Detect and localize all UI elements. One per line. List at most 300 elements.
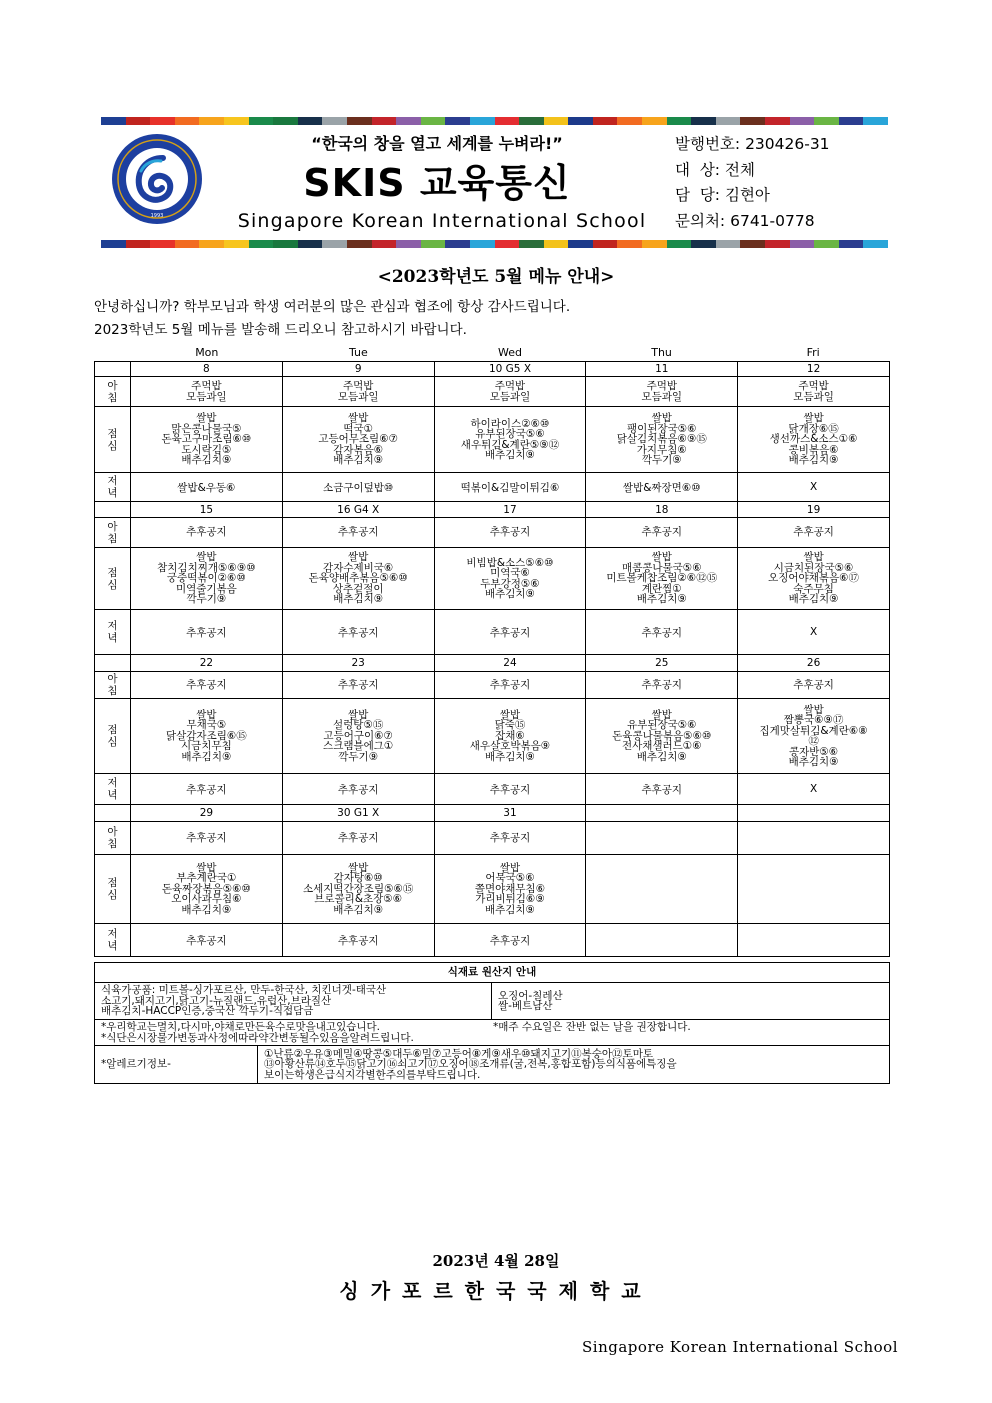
breakfast-cell bbox=[434, 377, 586, 407]
breakfast-cell bbox=[738, 822, 890, 855]
bar-segment bbox=[642, 117, 667, 125]
bar-segment bbox=[249, 117, 274, 125]
breakfast-label bbox=[95, 518, 131, 548]
issue-date: 2023년 4월 28일 bbox=[432, 1252, 560, 1270]
menu-item: 배추김치⑨ bbox=[181, 903, 232, 916]
note-change: *식단은시장물가변동과사정에따라약간변동될수있음을알려드립니다. bbox=[101, 1031, 414, 1044]
menu-item: 쌀밥 bbox=[651, 551, 672, 564]
issue-label: 발행번호: bbox=[675, 135, 741, 153]
menu-item: 모듬과일 bbox=[793, 390, 834, 403]
menu-item: 부추계란국① bbox=[176, 872, 237, 885]
bar-segment bbox=[544, 240, 569, 248]
issue-number: 230426-31 bbox=[745, 135, 830, 153]
menu-item: 쫄면야채무침⑥ bbox=[474, 882, 546, 895]
bar-segment bbox=[224, 117, 249, 125]
menu-item: 전사채샐러드①⑥ bbox=[621, 740, 702, 753]
dinner-cell: 떡볶이&김말이튀김⑥ bbox=[434, 473, 586, 502]
menu-item: 도시락김⑤ bbox=[181, 443, 232, 456]
menu-item: 계란찜① bbox=[641, 582, 682, 595]
menu-item: 미역국⑥ bbox=[490, 567, 530, 579]
meal-label-char: 저 bbox=[107, 475, 118, 487]
menu-item: 닭살김치볶음⑥⑨⑮ bbox=[616, 433, 707, 446]
bar-segment bbox=[470, 117, 495, 125]
date-cell: 11 bbox=[586, 362, 738, 377]
bar-segment bbox=[519, 240, 544, 248]
lunch-cell bbox=[586, 699, 738, 774]
menu-item: 모듬과일 bbox=[489, 390, 531, 403]
origin-line: 오징어-칠레산 bbox=[498, 989, 563, 1002]
date-cell: 19 bbox=[738, 502, 890, 518]
dinner-cell: 쌀밥&짜장면⑥⑩ bbox=[586, 473, 738, 502]
menu-item: 추후공지 bbox=[793, 526, 834, 539]
menu-item: 깍두기⑨ bbox=[641, 454, 682, 467]
bar-segment bbox=[126, 117, 151, 125]
date-cell: 30 G1 X bbox=[282, 805, 434, 822]
menu-item: 쌀밥 bbox=[651, 412, 672, 425]
menu-item: 시금치무침 bbox=[181, 740, 232, 753]
breakfast-label bbox=[95, 377, 131, 407]
lunch-cell bbox=[131, 855, 283, 924]
menu-item: 쌀밥 bbox=[499, 708, 521, 721]
bar-segment bbox=[249, 240, 274, 248]
bar-segment bbox=[421, 240, 446, 248]
menu-item: 쌀밥 bbox=[651, 708, 672, 721]
menu-item: 감자수제비국⑥ bbox=[323, 561, 394, 574]
menu-item: 비빔밥&소스⑤⑥⑩ bbox=[466, 556, 554, 569]
dinner-label bbox=[95, 774, 131, 805]
bar-segment bbox=[175, 117, 200, 125]
breakfast-cell bbox=[738, 672, 890, 699]
corner-cell bbox=[95, 502, 131, 518]
breakfast-label bbox=[95, 672, 131, 699]
lunch-cell bbox=[434, 548, 586, 610]
menu-item: 콩비볶음⑥ bbox=[788, 443, 839, 456]
lunch-cell bbox=[131, 407, 283, 473]
newsletter-title: SKIS 교육통신 bbox=[303, 161, 571, 205]
menu-item: 배추김치⑨ bbox=[484, 750, 535, 763]
menu-item: 추후공지 bbox=[489, 678, 531, 691]
breakfast-cell bbox=[738, 518, 890, 548]
bar-segment bbox=[273, 117, 298, 125]
menu-item: 매콤콩나물국⑤⑥ bbox=[621, 561, 702, 574]
lunch-label bbox=[95, 548, 131, 610]
menu-item: 가리비튀김⑥⑨ bbox=[475, 893, 545, 906]
menu-item: 숙주무침 bbox=[793, 582, 834, 595]
lunch-cell bbox=[738, 548, 890, 610]
bar-segment bbox=[691, 117, 716, 125]
menu-item: 브로콜리&초장⑤⑥ bbox=[314, 893, 403, 906]
dinner-cell: 추후공지 bbox=[131, 924, 283, 957]
note-wednesday: *매주 수요일은 잔반 없는 날을 권장합니다. bbox=[493, 1021, 691, 1033]
footer-school-english: Singapore Korean International School bbox=[582, 1338, 898, 1356]
breakfast-cell bbox=[586, 518, 738, 548]
date-cell: 17 bbox=[434, 502, 586, 518]
breakfast-cell bbox=[434, 518, 586, 548]
breakfast-cell bbox=[738, 377, 890, 407]
dinner-cell: 추후공지 bbox=[282, 774, 434, 805]
breakfast-cell bbox=[131, 672, 283, 699]
bar-segment bbox=[790, 240, 815, 248]
meal-label-char: 침 bbox=[107, 838, 118, 850]
menu-item: 유부된장국⑤⑥ bbox=[475, 428, 545, 440]
menu-item: 콩자반⑤⑥ bbox=[788, 745, 839, 758]
origin-table bbox=[94, 962, 890, 1084]
allergy-label: *알레르기정보- bbox=[95, 1046, 258, 1084]
menu-item: 쌀밥 bbox=[803, 412, 824, 425]
bar-segment bbox=[150, 117, 175, 125]
lunch-cell bbox=[586, 548, 738, 610]
menu-item: 배추김치⑨ bbox=[333, 593, 384, 606]
lunch-cell bbox=[282, 699, 434, 774]
bar-segment bbox=[396, 240, 421, 248]
menu-item: 배추김치⑨ bbox=[484, 449, 535, 461]
notice-title: <2023학년도 5월 메뉴 안내> bbox=[377, 267, 615, 287]
menu-item: 쌀밥 bbox=[348, 551, 369, 564]
dinner-label bbox=[95, 610, 131, 655]
breakfast-label bbox=[95, 822, 131, 855]
menu-item: 감자탕⑥⑩ bbox=[333, 872, 383, 885]
origin-title: 식재료 원산지 안내 bbox=[95, 963, 890, 983]
meal-label-char: 심 bbox=[107, 736, 118, 748]
bar-segment bbox=[814, 240, 839, 248]
weekday-label: Fri bbox=[806, 346, 820, 359]
date-cell: 29 bbox=[131, 805, 283, 822]
bar-segment bbox=[445, 240, 470, 248]
menu-item: 추후공지 bbox=[186, 678, 227, 691]
bar-segment bbox=[716, 117, 741, 125]
menu-item: 돈육고구마조림⑥⑩ bbox=[161, 433, 252, 446]
menu-item: 감자볶음⑥ bbox=[333, 443, 384, 456]
breakfast-cell bbox=[282, 518, 434, 548]
dinner-cell: 추후공지 bbox=[131, 774, 283, 805]
menu-item: 참치김치찌개⑤⑥⑨⑩ bbox=[157, 561, 256, 574]
menu-item: 배추김치⑨ bbox=[484, 903, 535, 916]
menu-item: 배추김치⑨ bbox=[333, 454, 384, 467]
menu-item: 배추김치⑨ bbox=[788, 756, 839, 768]
bar-segment bbox=[421, 117, 446, 125]
menu-item: 시금치된장국⑤⑥ bbox=[773, 561, 854, 574]
bar-segment bbox=[765, 240, 790, 248]
bar-segment bbox=[617, 117, 642, 125]
menu-item: 무채국⑤ bbox=[186, 719, 227, 732]
meal-label-char: 점 bbox=[107, 724, 118, 736]
meal-label-char: 아 bbox=[107, 673, 118, 685]
corner-cell bbox=[95, 805, 131, 822]
dinner-cell bbox=[738, 924, 890, 957]
lunch-cell bbox=[282, 855, 434, 924]
weekday-label: Tue bbox=[348, 346, 368, 359]
meal-label-char: 점 bbox=[107, 427, 118, 440]
bar-segment bbox=[322, 117, 347, 125]
bar-segment bbox=[814, 117, 839, 125]
dinner-cell: 추후공지 bbox=[434, 774, 586, 805]
menu-item: 배추김치⑨ bbox=[181, 750, 232, 763]
corner-cell bbox=[95, 655, 131, 672]
menu-item: 설렁탕⑤⑮ bbox=[333, 719, 384, 732]
menu-item: 배추김치⑨ bbox=[636, 593, 687, 606]
menu-item: 닭살감자조림⑥⑮ bbox=[166, 729, 247, 742]
meal-label-char: 아 bbox=[107, 520, 118, 533]
bar-segment bbox=[691, 240, 716, 248]
issue-info bbox=[675, 132, 830, 234]
bar-segment bbox=[716, 240, 741, 248]
menu-item: ⑫ bbox=[808, 735, 819, 747]
date-cell: 25 bbox=[586, 655, 738, 672]
lunch-cell bbox=[434, 407, 586, 473]
date-cell: 15 bbox=[131, 502, 283, 518]
bar-segment bbox=[347, 240, 372, 248]
dinner-cell: X bbox=[738, 610, 890, 655]
meal-label-char: 녁 bbox=[107, 487, 118, 499]
lunch-cell bbox=[282, 548, 434, 610]
meal-label-char: 침 bbox=[107, 532, 118, 545]
menu-item: 집게맛살튀김&계란⑥⑧ bbox=[759, 724, 868, 737]
target-value: 전체 bbox=[724, 160, 755, 179]
school-name-english: Singapore Korean International School bbox=[237, 210, 647, 232]
bar-segment bbox=[298, 117, 323, 125]
date-cell: 26 bbox=[738, 655, 890, 672]
note-broth: *우리학교는멸치,다시마,야채로만든육수로맛을내고있습니다. bbox=[101, 1021, 380, 1033]
menu-item: 떡국① bbox=[343, 422, 374, 435]
menu-item: 깍두기⑨ bbox=[186, 593, 227, 606]
bar-segment bbox=[863, 117, 888, 125]
lunch-label bbox=[95, 407, 131, 473]
menu-item: 배추김치⑨ bbox=[788, 593, 839, 606]
bar-segment bbox=[667, 240, 692, 248]
lunch-cell bbox=[738, 855, 890, 924]
lunch-cell bbox=[738, 407, 890, 473]
date-cell bbox=[586, 805, 738, 822]
svg-text:1993: 1993 bbox=[150, 213, 164, 219]
dinner-cell: 추후공지 bbox=[434, 924, 586, 957]
menu-item: 미트볼케찹조림②⑥⑫⑮ bbox=[606, 572, 718, 585]
menu-item: 배추김치⑨ bbox=[484, 588, 535, 600]
origin-left bbox=[95, 983, 492, 1020]
breakfast-cell bbox=[282, 822, 434, 855]
lunch-label bbox=[95, 699, 131, 774]
bar-segment bbox=[347, 117, 372, 125]
date-cell: 18 bbox=[586, 502, 738, 518]
bottom-color-bar bbox=[101, 240, 888, 248]
menu-item: 돈육짜장볶음⑤⑥⑩ bbox=[161, 882, 251, 895]
lunch-cell bbox=[434, 699, 586, 774]
menu-item: 추후공지 bbox=[337, 678, 379, 691]
school-logo bbox=[111, 133, 203, 225]
contact-value: 6741-0778 bbox=[730, 211, 815, 230]
menu-item: 미역줄기볶음 bbox=[175, 582, 237, 595]
meal-label-char: 심 bbox=[107, 889, 118, 901]
bar-segment bbox=[568, 117, 593, 125]
greeting-line: 2023학년도 5월 메뉴를 발송해 드리오니 참고하시기 바랍니다. bbox=[94, 322, 467, 338]
breakfast-cell bbox=[131, 822, 283, 855]
menu-item: 쌀밥 bbox=[196, 708, 217, 721]
meal-label-char: 저 bbox=[107, 777, 118, 789]
menu-item: 생선까스&소스①⑥ bbox=[769, 433, 858, 446]
school-name-korean: 싱가포르한국국제학교 bbox=[339, 1279, 653, 1303]
dinner-cell: X bbox=[738, 774, 890, 805]
dinner-cell: 추후공지 bbox=[434, 610, 586, 655]
weekday-label: Mon bbox=[195, 346, 219, 359]
origin-right bbox=[492, 983, 890, 1020]
origin-line: 식육가공품: 미트볼-싱가포르산, 만두-한국산, 치킨너겟-태국산 bbox=[101, 984, 387, 997]
bar-segment bbox=[150, 240, 175, 248]
meal-label-char: 녁 bbox=[107, 789, 118, 801]
menu-item: 소세지떡간장조림⑤⑥⑮ bbox=[302, 882, 414, 895]
date-cell: 12 bbox=[738, 362, 890, 377]
bar-segment bbox=[593, 240, 618, 248]
origin-line: 소고기,돼지고기,닭고기-뉴질랜드,유럽산,브라질산 bbox=[101, 994, 332, 1007]
menu-item: 쌀밥 bbox=[196, 551, 217, 564]
lunch-cell bbox=[434, 855, 586, 924]
bar-segment bbox=[175, 240, 200, 248]
bar-segment bbox=[101, 117, 126, 125]
menu-item: 오이사과무침⑥ bbox=[171, 893, 242, 906]
date-cell: 8 bbox=[131, 362, 283, 377]
meal-label-char: 침 bbox=[107, 391, 118, 404]
bar-segment bbox=[593, 117, 618, 125]
menu-item: 쌀밥 bbox=[803, 703, 824, 716]
greeting bbox=[94, 296, 570, 342]
menu-item: 쌀밥 bbox=[196, 412, 217, 425]
menu-item: 잡채⑥ bbox=[495, 729, 525, 742]
bar-segment bbox=[445, 117, 470, 125]
bar-segment bbox=[372, 117, 397, 125]
bar-segment bbox=[740, 240, 765, 248]
allergy-line: ①난류②우유③메밀④땅콩⑤대두⑥밀⑦고등어⑧게⑨새우⑩돼지고기⑪복숭아⑫토마토 bbox=[264, 1047, 653, 1060]
bar-segment bbox=[617, 240, 642, 248]
menu-item: 하이라이스②⑥⑩ bbox=[470, 417, 550, 430]
meal-label-char: 심 bbox=[107, 439, 118, 452]
greeting-line: 안녕하십니까? 학부모님과 학생 여러분의 많은 관심과 협조에 항상 감사드립니다. bbox=[94, 299, 571, 315]
meal-label-char: 녁 bbox=[107, 632, 118, 644]
dinner-cell: 추후공지 bbox=[282, 610, 434, 655]
meal-label-char: 아 bbox=[107, 826, 118, 838]
menu-item: 팽이된장국⑤⑥ bbox=[627, 422, 697, 435]
menu-item: 추후공지 bbox=[489, 831, 531, 844]
bar-segment bbox=[126, 240, 151, 248]
date-cell: 31 bbox=[434, 805, 586, 822]
bar-segment bbox=[199, 117, 224, 125]
person-value: 김현아 bbox=[724, 186, 770, 204]
contact-label: 문의처: bbox=[675, 211, 726, 230]
breakfast-cell bbox=[434, 822, 586, 855]
breakfast-cell bbox=[434, 672, 586, 699]
date-cell: 16 G4 X bbox=[282, 502, 434, 518]
meal-label-char: 저 bbox=[107, 620, 118, 632]
menu-item: 쌀밥 bbox=[348, 861, 369, 874]
person-label: 담 당: bbox=[675, 186, 721, 204]
dinner-cell: 추후공지 bbox=[131, 610, 283, 655]
dinner-cell: 추후공지 bbox=[586, 610, 738, 655]
menu-item: 추후공지 bbox=[337, 831, 379, 844]
menu-item: 추후공지 bbox=[641, 678, 683, 691]
breakfast-cell bbox=[586, 377, 738, 407]
menu-item: 고등어무조림⑥⑦ bbox=[318, 433, 399, 446]
breakfast-cell bbox=[586, 672, 738, 699]
bar-segment bbox=[568, 240, 593, 248]
meal-label-char: 심 bbox=[107, 578, 118, 591]
bar-segment bbox=[790, 117, 815, 125]
menu-item: 돈육콩나물볶음⑤⑥⑩ bbox=[612, 729, 712, 742]
breakfast-cell bbox=[282, 672, 434, 699]
menu-item: 가지무침⑥ bbox=[636, 443, 687, 456]
bar-segment bbox=[740, 117, 765, 125]
dinner-cell: 쌀밥&우동⑥ bbox=[131, 473, 283, 502]
meal-label-char: 점 bbox=[107, 566, 118, 579]
date-cell: 22 bbox=[131, 655, 283, 672]
menu-item: 쌀밥 bbox=[348, 708, 369, 721]
menu-item: 배추김치⑨ bbox=[788, 454, 839, 467]
bar-segment bbox=[667, 117, 692, 125]
bar-segment bbox=[495, 117, 520, 125]
bar-segment bbox=[544, 117, 569, 125]
bar-segment bbox=[839, 117, 864, 125]
weekday-header bbox=[131, 346, 889, 359]
menu-item: 추후공지 bbox=[793, 678, 834, 691]
meal-label-char: 침 bbox=[107, 685, 118, 697]
menu-item: 주먹밥 bbox=[798, 380, 829, 392]
lunch-cell bbox=[586, 855, 738, 924]
breakfast-cell bbox=[586, 822, 738, 855]
menu-item: 스크램블에그① bbox=[323, 740, 394, 753]
dinner-cell bbox=[586, 924, 738, 957]
meal-label-char: 저 bbox=[107, 928, 118, 940]
weekday-label: Wed bbox=[497, 346, 522, 359]
weekday-label: Thu bbox=[651, 346, 672, 359]
menu-item: 추후공지 bbox=[641, 526, 683, 539]
meal-label-char: 녁 bbox=[107, 940, 118, 952]
bar-segment bbox=[839, 240, 864, 248]
dinner-cell: 소금구이덮밥⑩ bbox=[282, 473, 434, 502]
menu-item: 고등어구이⑥⑦ bbox=[323, 729, 393, 742]
lunch-cell bbox=[586, 407, 738, 473]
date-cell: 9 bbox=[282, 362, 434, 377]
menu-item: 닭죽⑮ bbox=[494, 719, 526, 732]
lunch-cell bbox=[131, 548, 283, 610]
menu-item: 주먹밥 bbox=[494, 380, 526, 392]
allergy-line: ⑬아황산류⑭호두⑮닭고기⑯쇠고기⑰오징어⑱조개류(굴,전복,홍합포함)등의식품에특징을 bbox=[264, 1058, 677, 1071]
lunch-cell bbox=[131, 699, 283, 774]
dinner-cell: 추후공지 bbox=[282, 924, 434, 957]
bar-segment bbox=[322, 240, 347, 248]
menu-item: 두부강정⑤⑥ bbox=[480, 577, 540, 590]
lunch-cell bbox=[282, 407, 434, 473]
target-label: 대 상: bbox=[675, 160, 721, 179]
bar-segment bbox=[372, 240, 397, 248]
top-color-bar bbox=[101, 117, 888, 125]
date-cell bbox=[738, 805, 890, 822]
allergy-info bbox=[258, 1046, 890, 1084]
bar-segment bbox=[273, 240, 298, 248]
menu-item: 어묵국⑤⑥ bbox=[485, 872, 535, 885]
menu-item: 깍두기⑨ bbox=[338, 750, 379, 763]
dinner-label bbox=[95, 473, 131, 502]
meal-label-char: 아 bbox=[107, 379, 118, 392]
breakfast-cell bbox=[282, 377, 434, 407]
menu-item: 모듬과일 bbox=[337, 390, 379, 403]
bar-segment bbox=[396, 117, 421, 125]
bar-segment bbox=[519, 117, 544, 125]
breakfast-cell bbox=[131, 377, 283, 407]
menu-table bbox=[94, 361, 890, 957]
menu-item: 상추겉절이 bbox=[332, 582, 384, 595]
menu-item: 모듬과일 bbox=[641, 390, 683, 403]
slogan: “한국의 창을 열고 세계를 누벼라!” bbox=[311, 134, 563, 153]
breakfast-cell bbox=[131, 518, 283, 548]
menu-item: 추후공지 bbox=[337, 526, 379, 539]
menu-item: 쌀밥 bbox=[196, 861, 217, 874]
bar-segment bbox=[298, 240, 323, 248]
